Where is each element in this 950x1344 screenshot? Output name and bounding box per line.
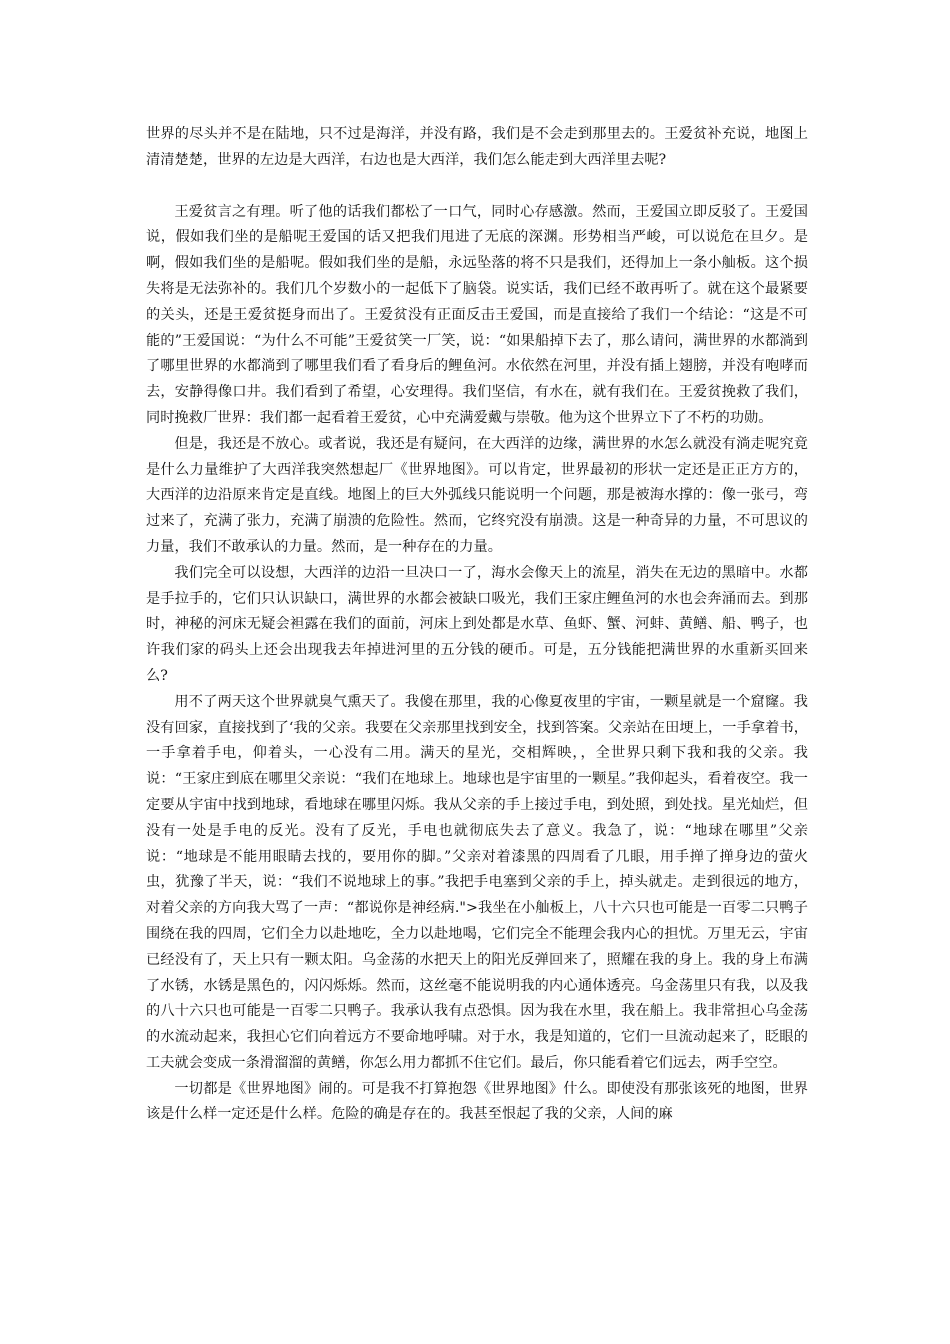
paragraph-3: 但是，我还是不放心。或者说，我还是有疑问，在大西洋的边缘，满世界的水怎么就没有淌走呢究竟是什么力量维护了大西洋我突然想起厂《世界地图》。可以肯定，世界最初的形状一定还是正正方方的，大西洋的边沿原来肯定是直线。地图上的巨大外弧线只能说明一个问题，那是被海水撑的：像一张弓，弯过来了，充满了张力，充满了崩溃的危险性。然而，它终究没有崩溃。这是一种奇异的力量，不可思议的力量，我们不敢承认的力量。然而，是一种存在的力量。	[146, 435, 808, 555]
paragraph-5: 用不了两天这个世界就臭气熏天了。我傻在那里，我的心像夏夜里的宇宙，一颗星就是一个窟窿。我没有回家，直接找到了‘我的父亲。我要在父亲那里找到安全，找到答案。父亲站在田埂上，一手拿着书，一手拿着手电，仰着头，一心没有二用。满天的星光，交相辉映，，全世界只剩下我和我的父亲。我说：“王家庄到底在哪里父亲说：“我们在地球上。地球也是宇宙里的一颗星。”我仰起头，看着夜空。我一定要从宇宙中找到地球，看地球在哪里闪烁。我从父亲的手上接过手电，到处照，到处找。星光灿烂，但没有一处是手电的反光。没有了反光，手电也就彻底失去了意义。我急了，说：“地球在哪里”父亲说：“地球是不能用眼睛去找的，要用你的脚。”父亲对着漆黑的四周看了几眼，用手掸了掸身边的萤火虫，犹豫了半天，说：“我们不说地球上的事。”我把手电塞到父亲的手上，掉头就走。走到很远的地方，对着父亲的方向我大骂了一声：“都说你是神经病.">我坐在小舢板上，八十六只也可能是一百零二只鸭子围绕在我的四周，它们全力以赴地吃，全力以赴地喝，它们完全不能理会我内心的担忧。万里无云，宇宙已经没有了，天上只有一颗太阳。乌金荡的水把天上的阳光反弹回来了，照耀在我的身上。我的身上布满了水锈，水锈是黑色的，闪闪烁烁。然而，这丝毫不能说明我的内心通体透亮。乌金荡里只有我，以及我的八十六只也可能是一百零二只鸭子。我承认我有点恐惧。因为我在水里，我在船上。我非常担心乌金荡的水流动起来，我担心它们向着远方不要命地呼啸。对于水，我是知道的，它们一旦流动起来了，眨眼的工夫就会变成一条滑溜溜的黄鳝，你怎么用力都抓不住它们。最后，你只能看着它们远去，两手空空。	[146, 693, 808, 1071]
document-body	[146, 122, 808, 1128]
paragraph-2: 王爱贫言之有理。听了他的话我们都松了一口气，同时心存感激。然而，王爱国立即反驳了。王爱国说，假如我们坐的是船呢王爱国的话又把我们甩进了无底的深渊。形势相当严峻，可以说危在旦夕。是啊，假如我们坐的是船呢。假如我们坐的是船，永远坠落的将不只是我们，还得加上一条小舢板。这个损失将是无法弥补的。我们几个岁数小的一起低下了脑袋。说实话，我们已经不敢再听了。就在这个最紧要的关头，还是王爱贫挺身而出了。王爱贫没有正面反击王爱国，而是直接给了我们一个结论：“这是不可能的”王爱国说：“为什么不可能”王爱贫笑一厂笑，说：“如果船掉下去了，那么请问，满世界的水都淌到了哪里世界的水都淌到了哪里我们看了看身后的鲤鱼河。水依然在河里，并没有插上翅膀，并没有咆哮而去，安静得像口井。我们看到了希望，心安理得。我们坚信，有水在，就有我们在。王爱贫挽救了我们，同时挽救厂世界：我们都一起看着王爱贫，心中充满爱戴与崇敬。他为这个世界立下了不朽的功勋。	[146, 203, 808, 426]
paragraph-1: 世界的尽头并不是在陆地，只不过是海洋，并没有路，我们是不会走到那里去的。王爱贫补充说，地图上清清楚楚，世界的左边是大西洋，右边也是大西洋，我们怎么能走到大西洋里去呢?	[146, 126, 808, 168]
paragraph-6: 一切都是《世界地图》闹的。可是我不打算抱怨《世界地图》什么。即使没有那张该死的地图，世界该是什么样一定还是什么样。危险的确是存在的。我甚至恨起了我的父亲，人间的麻	[146, 1080, 808, 1123]
paragraph-4: 我们完全可以设想，大西洋的边沿一旦决口一了，海水会像天上的流星，消失在无边的黑暗中。水都是手拉手的，它们只认识缺口，满世界的水都会被缺口吸光，我们王家庄鲤鱼河的水也会奔涌而去。到那时，神秘的河床无疑会袒露在我们的面前，河床上到处都是水草、鱼虾、蟹、河蚌、黄鳝、船、鸭子，也许我们家的码头上还会出现我去年掉进河里的五分钱的硬币。可是，五分钱能把满世界的水重新买回来么?	[146, 564, 808, 684]
